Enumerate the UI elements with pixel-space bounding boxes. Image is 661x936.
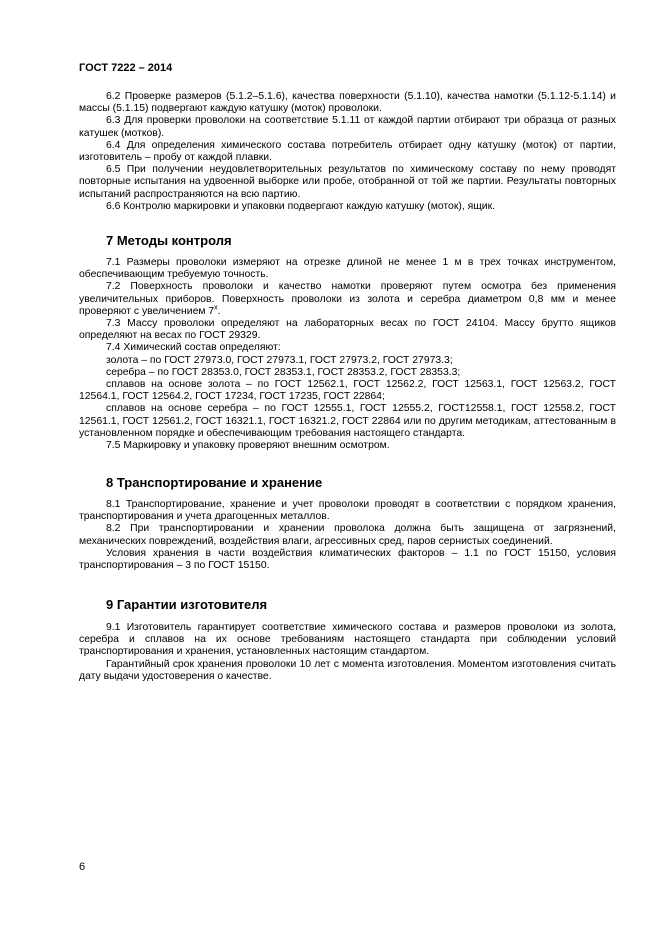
list-item-silver-alloys: сплавов на основе серебра – по ГОСТ 12555.1, ГОСТ 12555.2, ГОСТ12558.1, ГОСТ 12558.2, ГОСТ 12561.1, ГОСТ 12561.2, ГОСТ 16321.1, ГОСТ 16321.2, ГОСТ 22864 или по другим методикам, аттестованным в установленном порядке и обеспечивающим требования настоящего стандарта. bbox=[79, 403, 616, 439]
paragraph-7-2-end: . bbox=[217, 305, 221, 317]
section-6-continued bbox=[79, 91, 616, 213]
paragraph-6-3: 6.3 Для проверки проволоки на соответствие 5.1.11 от каждой партии отбирают три образца от разных катушек (мотков). bbox=[79, 115, 616, 139]
paragraph-storage-conditions: Условия хранения в части воздействия климатических факторов – 1.1 по ГОСТ 15150, условия транспортирования – 3 по ГОСТ 15150. bbox=[79, 547, 616, 572]
paragraph-warranty-period: Гарантийный срок хранения проволоки 10 лет с момента изготовления. Моментом изготовления считать дату выдачи удостоверения о качестве. bbox=[79, 658, 616, 682]
section-8-body bbox=[79, 499, 616, 572]
page-number: 6 bbox=[79, 861, 86, 873]
section-9-heading: 9 Гарантии изготовителя bbox=[106, 597, 268, 612]
section-9-body bbox=[79, 622, 616, 683]
paragraph-8-1: 8.1 Транспортирование, хранение и учет проволоки проводят в соответствии с порядком хранения, транспортирования и учета драгоценных металлов. bbox=[79, 499, 616, 523]
document-header: ГОСТ 7222 – 2014 bbox=[79, 62, 173, 74]
paragraph-9-1: 9.1 Изготовитель гарантирует соответствие химического состава и размеров проволоки из золота, серебра и сплавов на их основе требованиям настоящего стандарта при соблюдении условий транспортирования и хранения, установленных настоящим стандартом. bbox=[79, 622, 616, 658]
section-7-heading: 7 Методы контроля bbox=[106, 233, 232, 248]
section-8-heading: 8 Транспортирование и хранение bbox=[106, 475, 323, 490]
magnification-superscript: х bbox=[214, 304, 218, 312]
paragraph-8-2: 8.2 При транспортировании и хранении проволока должна быть защищена от загрязнений, механических повреждений, воздействия влаги, агрессивных сред, паров сернистых соединений. bbox=[79, 523, 616, 547]
list-item-gold: золота – по ГОСТ 27973.0, ГОСТ 27973.1, ГОСТ 27973.2, ГОСТ 27973.3; bbox=[106, 354, 453, 366]
paragraph-7-5: 7.5 Маркировку и упаковку проверяют внешним осмотром. bbox=[106, 440, 390, 452]
paragraph-7-3: 7.3 Массу проволоки определяют на лабораторных весах по ГОСТ 24104. Массу брутто ящиков определяют на весах по ГОСТ 29329. bbox=[79, 318, 616, 342]
paragraph-6-5: 6.5 При получении неудовлетворительных результатов по химическому составу по нему проводят повторные испытания на удвоенной выборке или пробе, отобранной от той же партии. Результаты повторных испытаний распространяются на всю партию. bbox=[79, 164, 616, 200]
paragraph-7-2-text: 7.2 Поверхность проволоки и качество намотки проверяют путем осмотра без применения увеличительных приборов. Поверхность проволоки из золота и серебра диаметром 0,8 мм и менее проверяют с увеличением 7 bbox=[79, 281, 616, 317]
list-item-gold-alloys: сплавов на основе золота – по ГОСТ 12562.1, ГОСТ 12562.2, ГОСТ 12563.1, ГОСТ 12563.2, ГОСТ 12564.1, ГОСТ 12564.2, ГОСТ 17234, ГОСТ 17235, ГОСТ 22864; bbox=[79, 379, 616, 403]
paragraph-7-4: 7.4 Химический состав определяют: bbox=[106, 342, 281, 354]
section-7-body bbox=[79, 257, 616, 452]
paragraph-7-2 bbox=[79, 281, 616, 318]
paragraph-7-1: 7.1 Размеры проволоки измеряют на отрезке длиной не менее 1 м в трех точках инструментом, обеспечивающим требуемую точность. bbox=[79, 257, 616, 281]
paragraph-6-2: 6.2 Проверке размеров (5.1.2–5.1.6), качества поверхности (5.1.10), качества намотки (5.1.12-5.1.14) и массы (5.1.15) подвергают каждую катушку (моток) проволоки. bbox=[79, 91, 616, 115]
list-item-silver: серебра – по ГОСТ 28353.0, ГОСТ 28353.1, ГОСТ 28353.2, ГОСТ 28353.3; bbox=[106, 366, 461, 378]
paragraph-6-6: 6.6 Контролю маркировки и упаковки подвергают каждую катушку (моток), ящик. bbox=[106, 200, 496, 212]
paragraph-6-4: 6.4 Для определения химического состава потребитель отбирает одну катушку (моток) от партии, изготовитель – пробу от каждой плавки. bbox=[79, 139, 616, 164]
